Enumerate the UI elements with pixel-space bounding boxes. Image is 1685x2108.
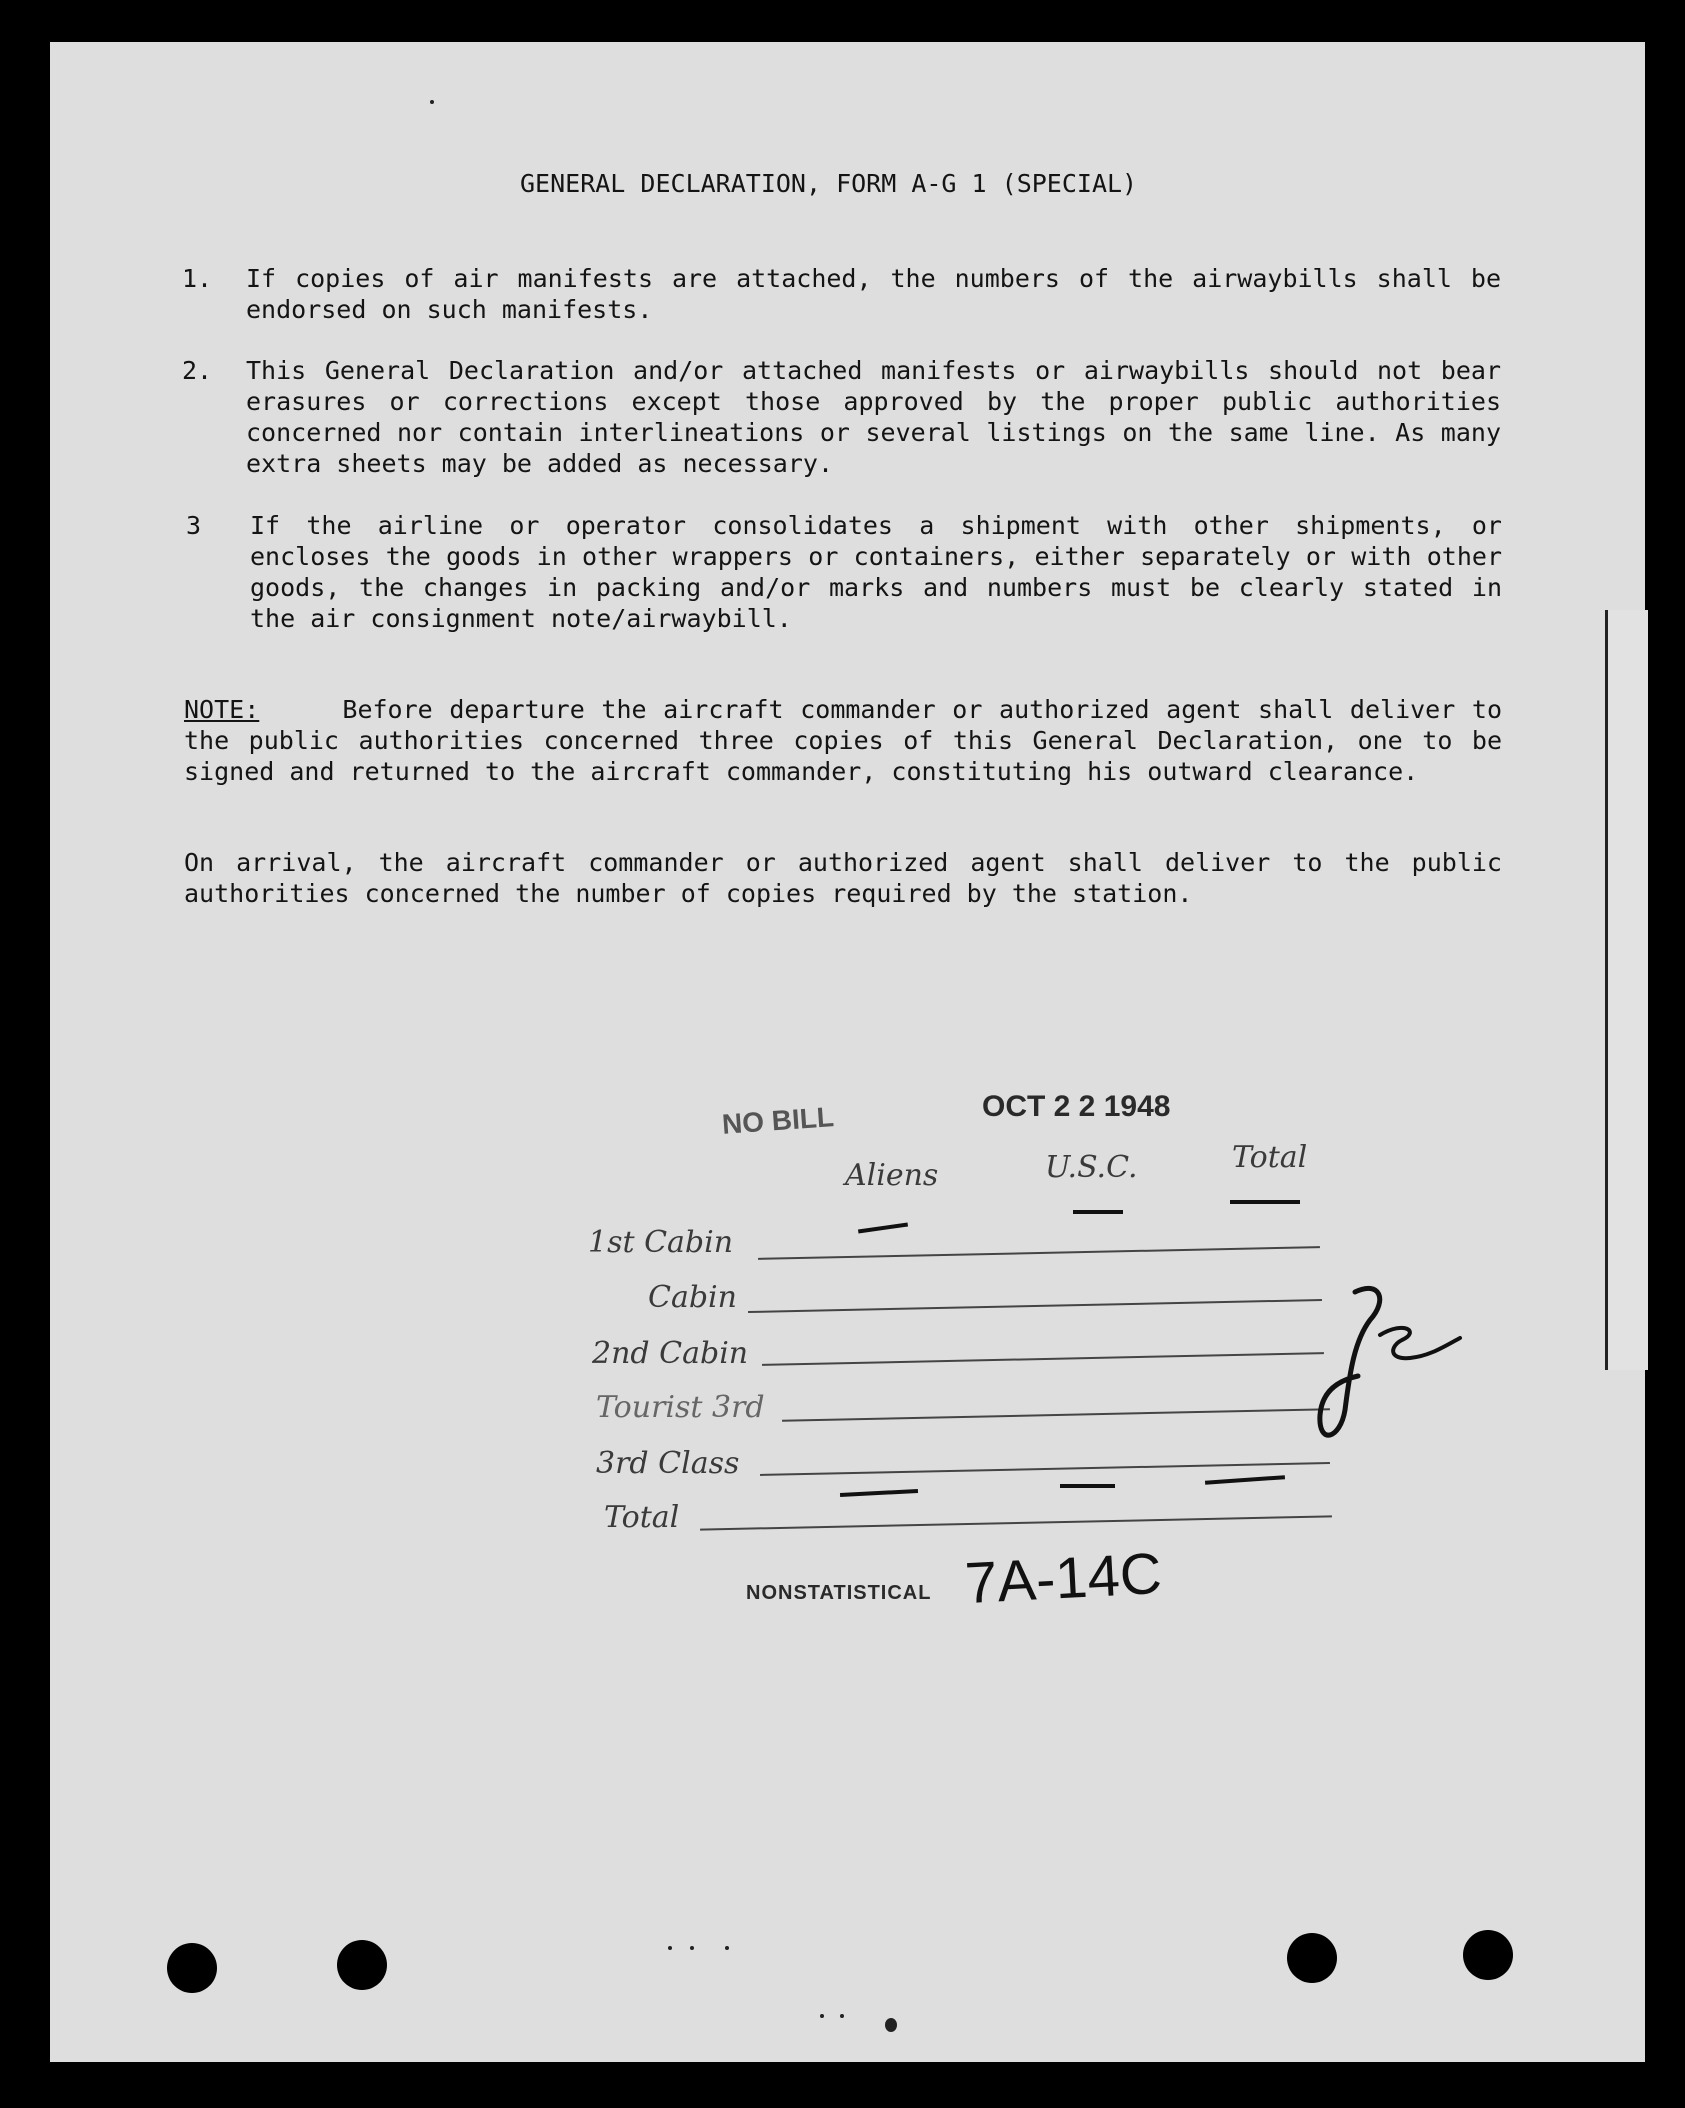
total-header: Total	[1232, 1140, 1308, 1175]
punch-hole	[167, 1943, 217, 1993]
usc-header: U.S.C.	[1045, 1150, 1138, 1185]
handwritten-code: 7A-14C	[963, 1540, 1164, 1617]
paper-speck	[840, 2014, 844, 2018]
punch-hole	[1463, 1930, 1513, 1980]
paper-speck	[820, 2014, 824, 2018]
paper-speck	[885, 2018, 897, 2032]
nonstatistical-stamp: NONSTATISTICAL	[746, 1582, 932, 1604]
handwritten-dash	[1230, 1200, 1300, 1204]
date-stamp: OCT 2 2 1948	[982, 1090, 1171, 1123]
item-number: 1.	[182, 264, 213, 293]
handwritten-dash	[1060, 1484, 1115, 1488]
document-title: GENERAL DECLARATION, FORM A-G 1 (SPECIAL)	[520, 169, 1138, 198]
row-label: 1st Cabin	[588, 1225, 734, 1260]
row-label: 3rd Class	[596, 1446, 740, 1481]
paper-speck	[668, 1946, 672, 1950]
page-edge-fold	[1605, 610, 1648, 1370]
row-label: Tourist 3rd	[596, 1390, 765, 1425]
document-page	[50, 42, 1645, 2062]
paper-speck	[725, 1946, 729, 1950]
item-number: 3	[186, 511, 202, 540]
item-number: 2.	[182, 356, 213, 385]
initials-signature	[1310, 1280, 1470, 1450]
punch-hole	[1287, 1933, 1337, 1983]
item-text: If copies of air manifests are attached, the numbers of the airwaybills shall be endorsed on such manifests.	[246, 264, 1501, 324]
item-text: If the airline or operator consolidates a shipment with other shipments, or encloses the goods in other wrappers or containers, either separately or with other goods, the changes in packing and/or marks and numbers must be clearly stated in the air consignment note/airwaybill.	[250, 511, 1502, 633]
handwritten-dash	[1073, 1210, 1123, 1214]
row-label: 2nd Cabin	[592, 1336, 749, 1371]
note-text: Before departure the aircraft commander or authorized agent shall deliver to the public authorities concerned three copies of this General Declaration, one to be signed and returned to the aircraft commander, constituting his outward clearance.	[184, 695, 1502, 786]
note-label: NOTE:	[184, 695, 260, 724]
row-label: Total	[604, 1500, 680, 1535]
note-paragraph	[184, 694, 1502, 787]
aliens-header: Aliens	[845, 1158, 939, 1193]
paper-speck	[430, 100, 434, 104]
no-bill-stamp: NO BILL	[721, 1101, 835, 1140]
row-label: Cabin	[648, 1280, 737, 1315]
arrival-paragraph: On arrival, the aircraft commander or authorized agent shall deliver to the public authorities concerned the number of copies required by the station.	[184, 848, 1502, 908]
item-text: This General Declaration and/or attached manifests or airwaybills should not bear erasures or corrections except those approved by the proper public authorities concerned nor contain interlineations or several listings on the same line. As many extra sheets may be added as necessary.	[246, 356, 1501, 478]
paper-speck	[690, 1946, 694, 1950]
punch-hole	[337, 1940, 387, 1990]
